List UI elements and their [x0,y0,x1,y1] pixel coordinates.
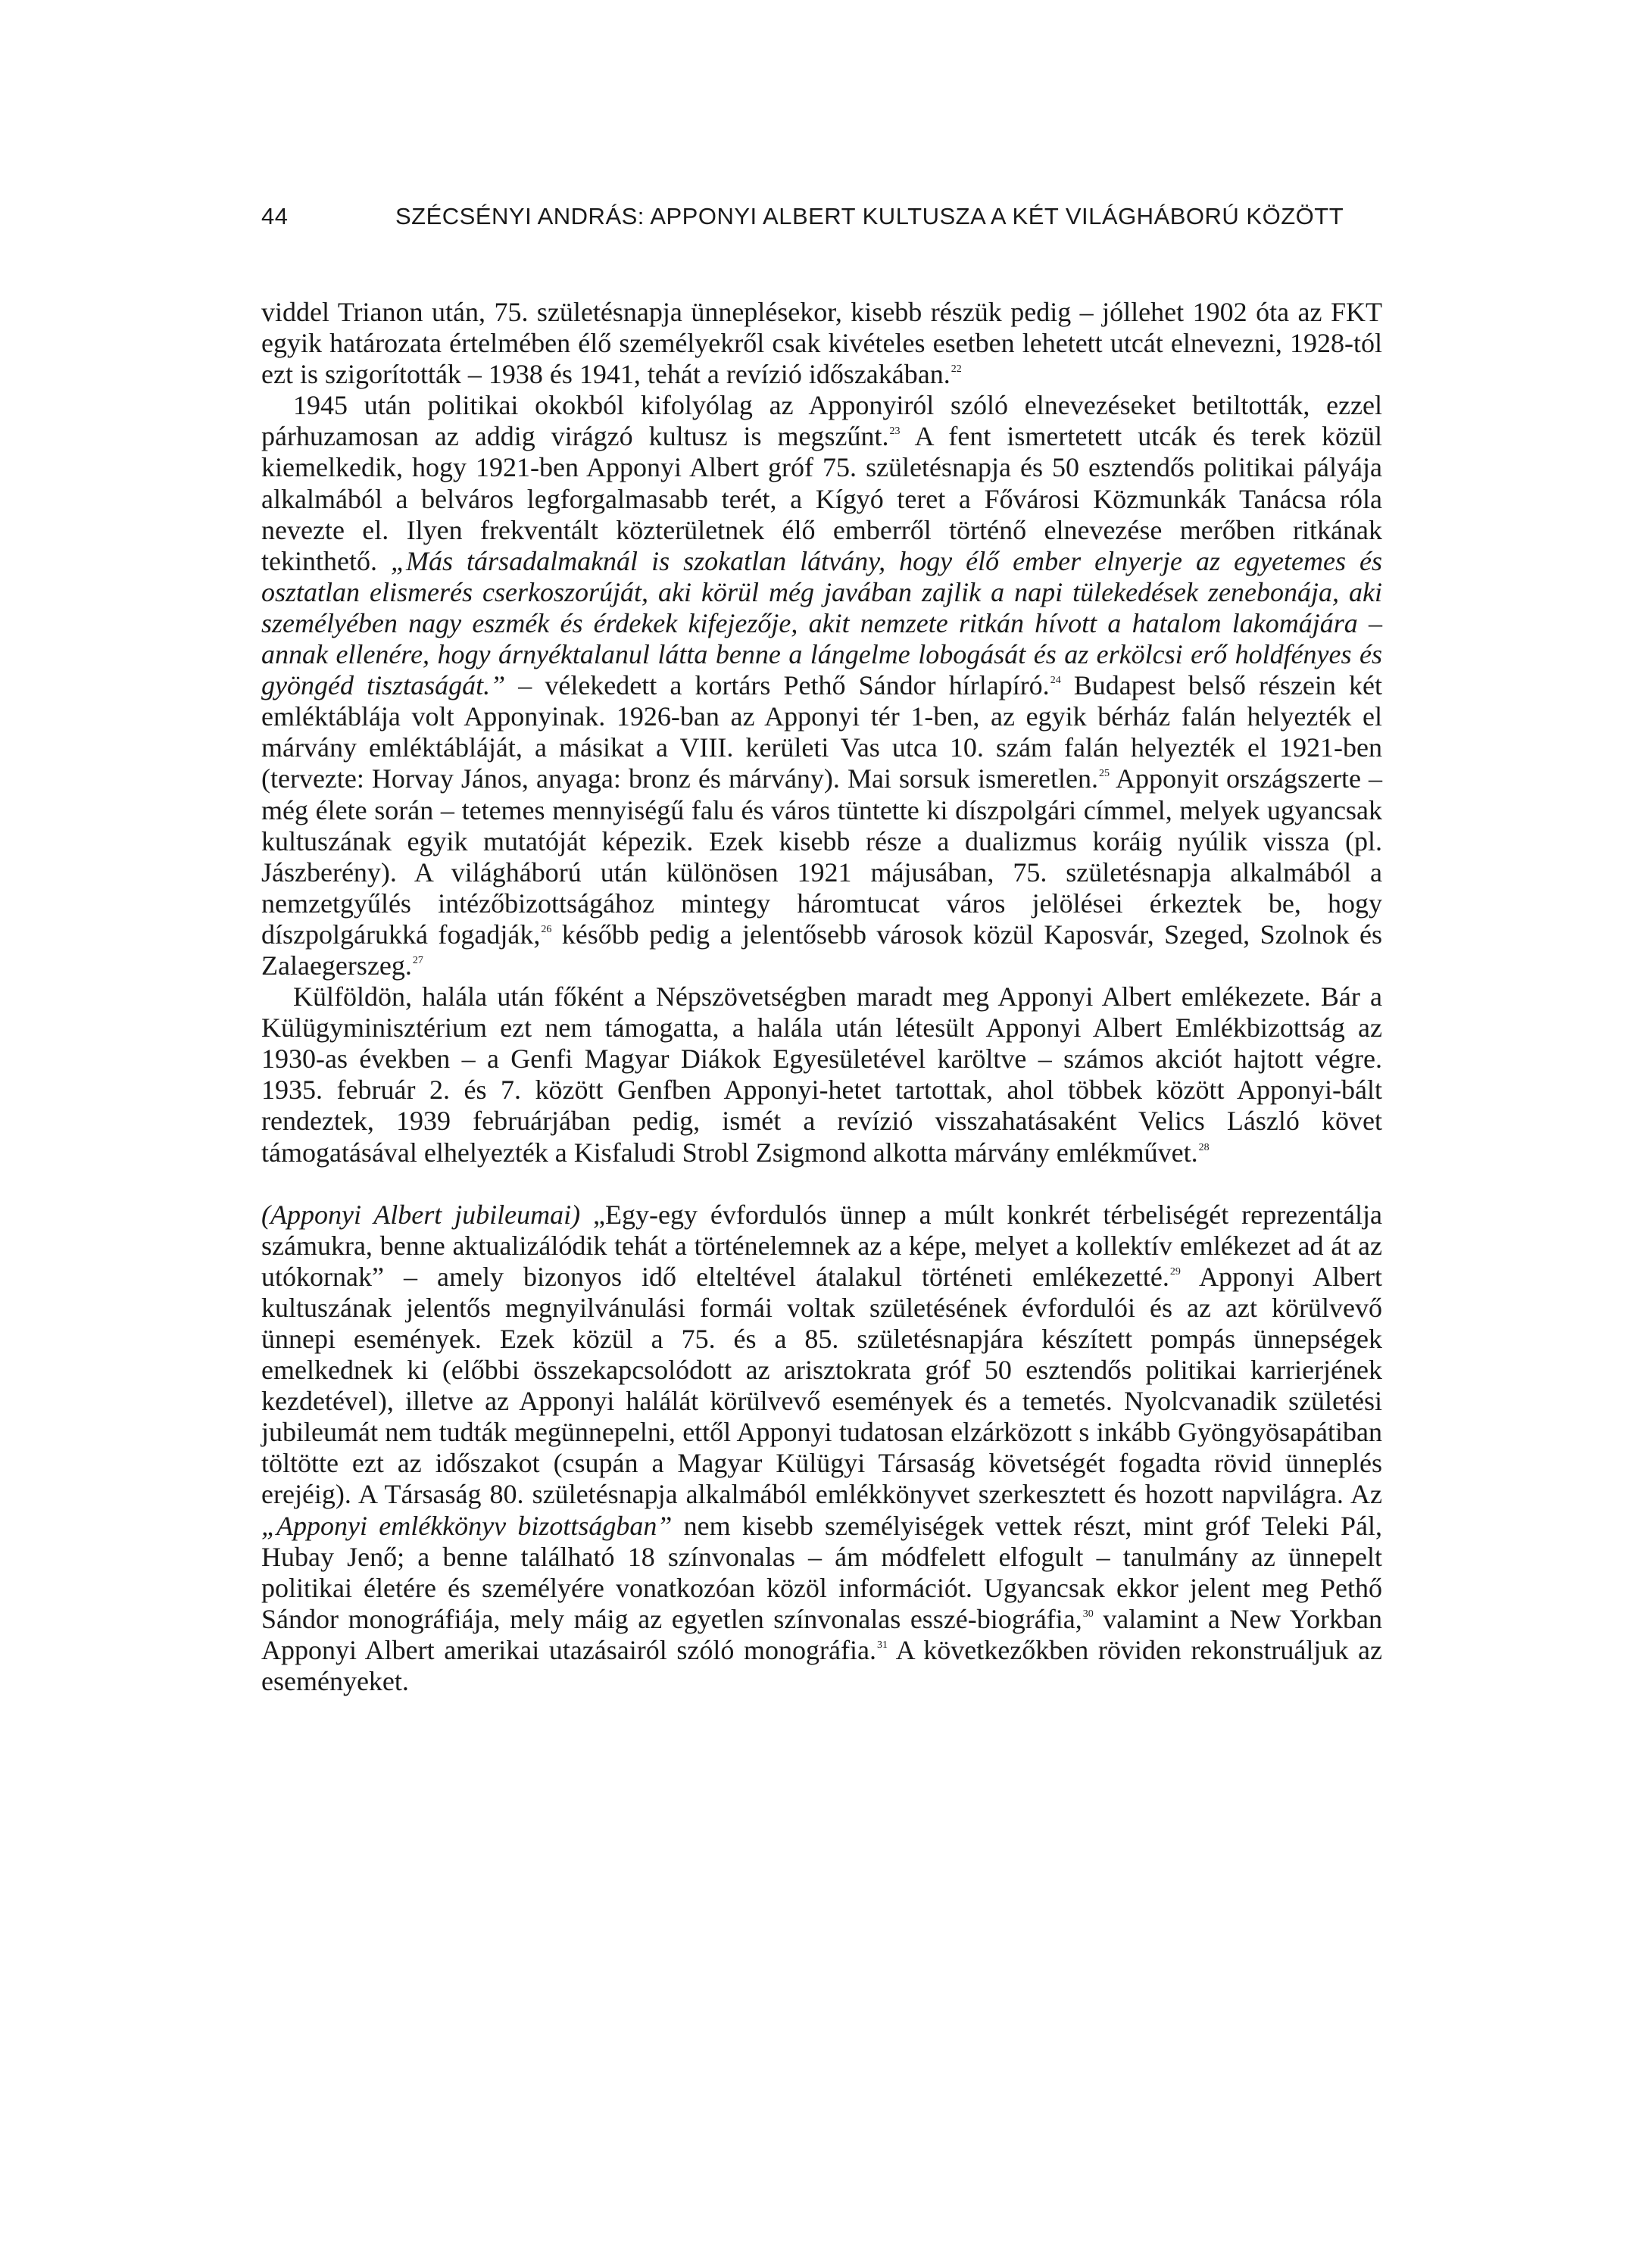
body-text [261,297,1382,1697]
paragraph-4 [261,1200,1382,1698]
text-run: „Egy-egy évfordulós ünnep a múlt konkrét térbeliségét reprezentálja számukra, benne aktualizálódik tehát a történelemnek az a képe, melyet a kollektív emlékezet ad át az utókornak” – amely bizonyos idő elteltével átalakul történeti emlékezetté. [261,1199,1383,1292]
text-run: Apponyi Albert kultuszának jelentős megnyilvánulási formái voltak születésének évfordulói és az azt körülvevő ünnepi események. Ezek közül a 75. és a 85. születésnapjára készített pompás ünnepségek emelkednek ki (előbbi összekapcsolódott az arisztokrata gróf 50 esztendős politikai karrierjének kezdetével), illetve az Apponyi halálát körülvevő események és a temetés. Nyolcvanadik születési jubileumát nem tudták megünnepelni, ettől Apponyi tudatosan elzárközott s inkább Gyöngyösapátiban töltötte ezt az időszakot (csupán a Magyar Külügyi Társaság követségét fogadta rövid ünneplés erejéig). A Társaság 80. születésnapja alkalmából emlékkönyvet szerkesztett és hozott napvilágra. Az [261,1261,1382,1510]
quotation: „Apponyi emlékkönyv bizottságban” [261,1510,673,1541]
text-run: valamint a New Yorkban Apponyi Albert amerikai utazásairól szóló monográfia. [261,1603,1383,1665]
section-heading: (Apponyi Albert jubileumai) [261,1199,581,1230]
footnote-ref-30: 30 [1082,1608,1094,1620]
page-number: 44 [261,203,289,229]
text-run: 1945 után politikai okokból kifolyólag az Apponyiról szóló elnevezéseket betiltották, ezzel párhuzamosan az addig virágzó kultusz is megszűnt. [261,390,1382,452]
running-title: SZÉCSÉNYI ANDRÁS: APPONYI ALBERT KULTUSZA A KÉT VILÁGHÁBORÚ KÖZÖTT [395,203,1344,229]
text-run: Budapest belső részein két emléktáblája volt Apponyinak. 1926-ban az Apponyi tér 1-ben, az egyik bérház falán helyezték el márvány emléktábláját, a másikat a VIII. kerületi Vas utca 10. szám falán helyezték el 1921-ben (tervezte: Horvay János, anyaga: bronz és márvány). Mai sorsuk ismeretlen. [261,670,1382,794]
paragraph-3 [261,981,1382,1168]
quotation: „Más társadalmaknál is szokatlan látvány, hogy élő ember elnyerje az egyetemes és osztatlan elismerés cserkoszorúját, aki körül még javában zajlik a napi tülekedések zenebonája, aki személyében nagy eszmék és érdekek kifejezője, akit nemzete ritkán hívott a hatalom lakomájára – annak ellenére, hogy árnyéktalanul látta benne a lángelme lobogását és az erkölcsi erő holdfényes és gyöngéd tisztaságát.” [261,545,1383,701]
text-run: nem kisebb személyiségek vettek részt, mint gróf Teleki Pál, Hubay Jenő; a benne található 18 színvonalas – ám módfelett elfogult – tanulmány az ünnepelt politikai életére és személyére vonatkozóan közöl információt. Ugyancsak ekkor jelent meg Pethő Sándor monográfiája, mely máig az egyetlen színvonalas esszé-biográfia, [261,1510,1382,1634]
paragraph-2 [261,390,1382,981]
text-run: – vélekedett a kortárs Pethő Sándor hírlapíró. [505,670,1050,701]
footnote-ref-28: 28 [1198,1141,1210,1153]
footnote-ref-24: 24 [1050,675,1061,687]
text-run: viddel Trianon után, 75. születésnapja ünneplésekor, kisebb részük pedig – jóllehet 1902 óta az FKT egyik határozata értelmében élő személyekről csak kivételes esetben lehetett utcát elnevezni, 1928-tól ezt is szigorították – 1938 és 1941, tehát a revízió időszakában. [261,297,1382,390]
text-run: A következőkben röviden rekonstruáljuk az eseményeket. [261,1634,1382,1697]
footnote-ref-22: 22 [951,363,962,376]
footnote-ref-25: 25 [1098,768,1110,780]
text-run: Külföldön, halála után főként a Népszövetségben maradt meg Apponyi Albert emlékezete. Bár a Külügyminisztérium ezt nem támogatta, a halála után létesült Apponyi Albert Emlékbizottság az 1930-as években – a Genfi Magyar Diákok Egyesületével karöltve – számos akciót hajtott végre. 1935. február 2. és 7. között Genfben Apponyi-hetet tartottak, ahol többek között Apponyi-bált rendeztek, 1939 februárjában pedig, ismét a revízió visszahatásaként Velics László követ támogatásával elhelyezték a Kisfaludi Strobl Zsigmond alkotta márvány emlékművet. [261,981,1382,1168]
text-run: A fent ismertetett utcák és terek közül kiemelkedik, hogy 1921-ben Apponyi Albert gróf 75. születésnapja és 50 esztendős politikai pályája alkalmából a belváros legforgalmasabb terét, a Kígyó teret a Fővárosi Közmunkák Tanácsa róla nevezte el. Ilyen frekventált közterületnek élő emberről történő elnevezése merőben ritkának tekinthető. [261,421,1382,576]
footnote-ref-26: 26 [541,923,552,935]
footnote-ref-29: 29 [1169,1265,1181,1278]
footnote-ref-23: 23 [889,426,901,438]
footnote-ref-27: 27 [412,954,423,966]
text-run: Apponyit országszerte – még élete során – tetemes mennyiségű falu és város tüntette ki díszpolgári címmel, melyek ugyancsak kultuszának egyik mutatóját képezik. Ezek kisebb része a dualizmus koráig nyúlik vissza (pl. Jászberény). A világháború után különösen 1921 májusában, 75. születésnapja alkalmából a nemzetgyűlés intézőbizottságához mintegy háromtucat város jelölései érkeztek be, hogy díszpolgárukká fogadják, [261,763,1382,950]
paragraph-1 [261,297,1382,390]
text-run: később pedig a jelentősebb városok közül Kaposvár, Szeged, Szolnok és Zalaegerszeg. [261,919,1382,981]
footnote-ref-31: 31 [876,1639,888,1651]
